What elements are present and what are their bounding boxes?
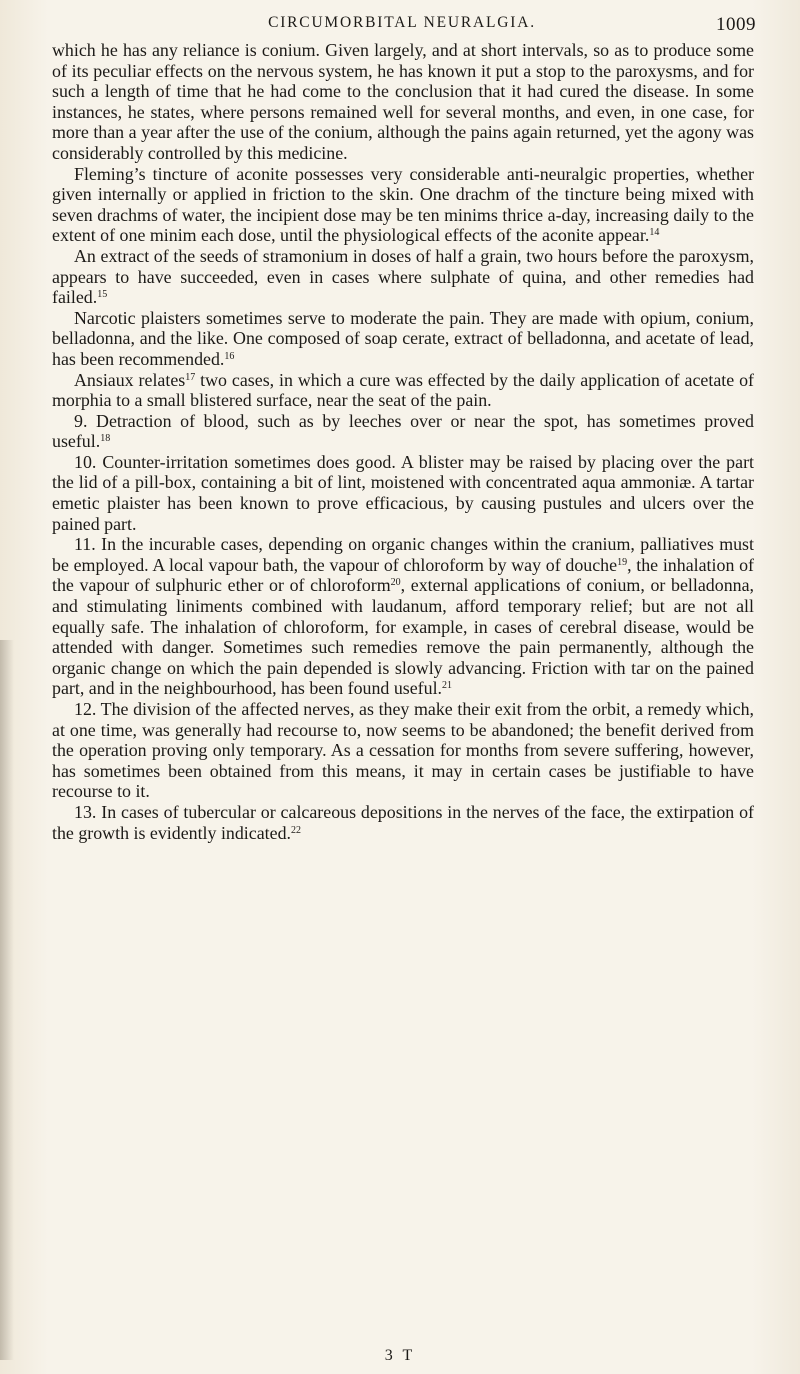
paragraph-text: , external applications of conium, or belladonna, and stimulating liniments combined with laudanum, afford temporary relief; but are not all equally safe. The inhalation of chloroform, for example, in cases of cerebral disease, would be attended with danger. Sometimes such remedies remove the pain permanently, although the organic change on which the pain depended is slowly advancing. Friction with tar on the pained part, and in the neighbourhood, has been found useful. — [52, 575, 754, 699]
footnote-ref: 16 — [224, 350, 235, 362]
paragraph — [52, 308, 754, 370]
footnote-ref: 15 — [97, 289, 108, 301]
paragraph-text: , the inhalation of the vapour of sulphuric ether or of chloroform — [52, 554, 755, 596]
footnote-ref: 17 — [185, 371, 196, 383]
binding-shadow — [0, 640, 14, 1360]
signature-mark: 3 T — [384, 1347, 416, 1364]
footnote-ref: 14 — [649, 227, 660, 239]
page-number: 1009 — [716, 14, 756, 35]
paragraph-text: which he has any reliance is conium. Given largely, and at short intervals, so as to produce some of its peculiar effects on the nervous system, he has known it put a stop to the paroxysms, and for such a length of time that he had come to the conclusion that it had cured the disease. In some instances, he states, where persons remained well for several months, and even, in one case, for more than a year after the use of the conium, although the pains again returned, yet the agony was considerably controlled by this medicine. — [52, 40, 754, 163]
paragraph — [52, 370, 754, 411]
paragraph — [52, 246, 754, 308]
paragraph-text: two cases, in which a cure was effected by the daily application of acetate of morphia to a small blistered surface, near the seat of the pain. — [52, 369, 754, 411]
paragraph-text: 10. Counter-irritation sometimes does good. A blister may be raised by placing over the part the lid of a pill-box, containing a bit of lint, moistened with concentrated aqua ammoniæ. A tartar emetic plaister has been known to prove efficacious, by causing pustules and ulcers over the pained part. — [52, 451, 754, 534]
footnote-ref: 19 — [617, 556, 628, 568]
running-head: CIRCUMORBITAL NEURALGIA. — [268, 14, 536, 31]
footnote-ref: 22 — [290, 824, 301, 836]
paragraph — [52, 802, 754, 843]
paragraph-text: 11. In the incurable cases, depending on organic changes within the cranium, palliatives must be employed. A local vapour bath, the vapour of chloroform by way of douche — [52, 534, 754, 575]
paragraph-text: 13. In cases of tubercular or calcareous depositions in the nerves of the face, the extirpation of the growth is evidently indicated. — [52, 801, 754, 843]
paragraph-text: An extract of the seeds of stramonium in doses of half a grain, two hours before the paroxysm, appears to have succeeded, even in cases where sulphate of quina, and other remedies had failed. — [52, 245, 754, 308]
paragraph — [52, 452, 754, 534]
paragraph-text: Ansiaux relates — [74, 369, 186, 390]
paragraph — [52, 411, 754, 452]
footnote-ref: 21 — [442, 680, 453, 692]
paragraph-text: 9. Detraction of blood, such as by leeches over or near the spot, has sometimes proved useful. — [52, 410, 754, 452]
paragraph-text: 12. The division of the affected nerves, as they make their exit from the orbit, a remedy which, at one time, was generally had recourse to, now seems to be abandoned; the benefit derived from the operation proving only temporary. As a cessation for months from severe suffering, however, has sometimes been obtained from this means, it may in certain cases be justifiable to have recourse to it. — [52, 699, 754, 802]
footnote-ref: 18 — [100, 433, 111, 445]
paragraph-text: Narcotic plaisters sometimes serve to moderate the pain. They are made with opium, conium, belladonna, and the like. One composed of soap cerate, extract of belladonna, and acetate of lead, has been recommended. — [52, 307, 754, 369]
paragraph — [52, 699, 754, 802]
paragraph — [52, 40, 754, 164]
paragraph-text: Fleming’s tincture of aconite possesses very considerable anti-neuralgic properties, whether given internally or applied in friction to the skin. One drachm of the tincture being mixed with seven drachms of water, the incipient dose may be ten minims thrice a-day, increasing daily to the extent of one minim each dose, until the physiological effects of the aconite appear. — [52, 163, 754, 246]
paragraph — [52, 164, 754, 246]
body-text — [52, 40, 754, 843]
paragraph — [52, 534, 754, 699]
page-header — [48, 14, 756, 40]
footnote-ref: 20 — [390, 577, 401, 589]
